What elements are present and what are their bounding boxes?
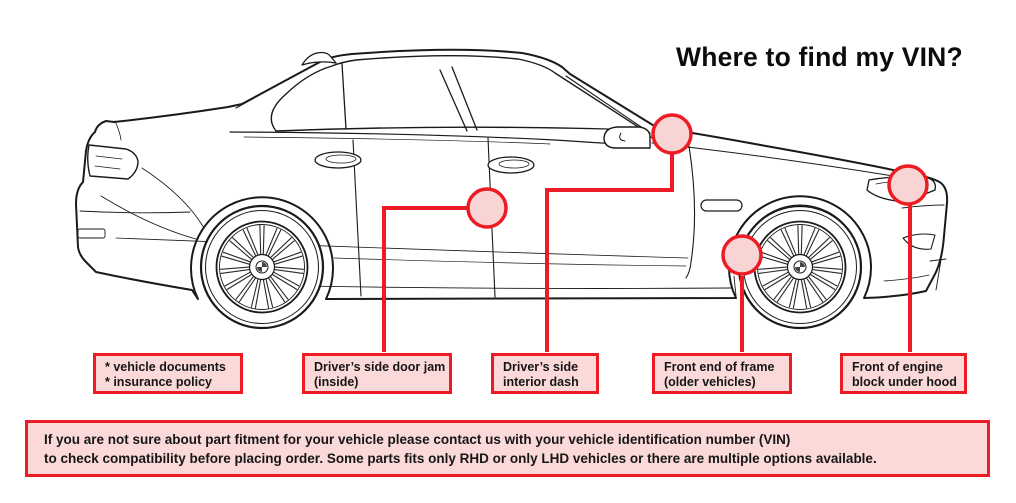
page-title: Where to find my VIN? xyxy=(676,42,963,72)
fitment-notice-line1: If you are not sure about part fitment for your vehicle please contact us with your vehicle identification number (VIN) xyxy=(44,432,791,447)
callout-interior-dash-line1: Driver’s side xyxy=(503,360,579,374)
callout-frame xyxy=(652,353,792,394)
front-door-handle xyxy=(488,157,534,173)
rear-wheel xyxy=(201,206,323,328)
callout-door-jam xyxy=(302,353,452,394)
fender-vent xyxy=(701,200,742,211)
fitment-notice xyxy=(25,420,990,477)
callout-interior-dash xyxy=(491,353,599,394)
callout-documents xyxy=(93,353,243,394)
callout-documents-line1: * vehicle documents xyxy=(105,360,226,374)
callout-documents-line2: * insurance policy xyxy=(105,375,212,389)
marker-interior-dash xyxy=(653,115,691,153)
taillight xyxy=(88,145,138,179)
callout-door-jam-line2: (inside) xyxy=(314,375,359,389)
callout-engine-block-line1: Front of engine xyxy=(852,360,943,374)
callout-frame-line2: (older vehicles) xyxy=(664,375,756,389)
callout-interior-dash-line2: interior dash xyxy=(503,375,579,389)
marker-engine-block xyxy=(889,166,927,204)
callout-door-jam-line1: Driver’s side door jam xyxy=(314,360,446,374)
callout-frame-line1: Front end of frame xyxy=(664,360,775,374)
fitment-notice-line2: to check compatibility before placing order. Some parts fits only RHD or only LHD vehicles or there are multiple options available. xyxy=(44,451,877,466)
side-mirror xyxy=(604,127,650,148)
rear-door-handle xyxy=(315,152,361,168)
window-glass-outline xyxy=(271,56,643,131)
callout-engine-block-line2: block under hood xyxy=(852,375,957,389)
marker-frame xyxy=(723,236,761,274)
callout-engine-block xyxy=(840,353,967,394)
car-line-art xyxy=(76,50,947,328)
marker-door-jam xyxy=(468,189,506,227)
